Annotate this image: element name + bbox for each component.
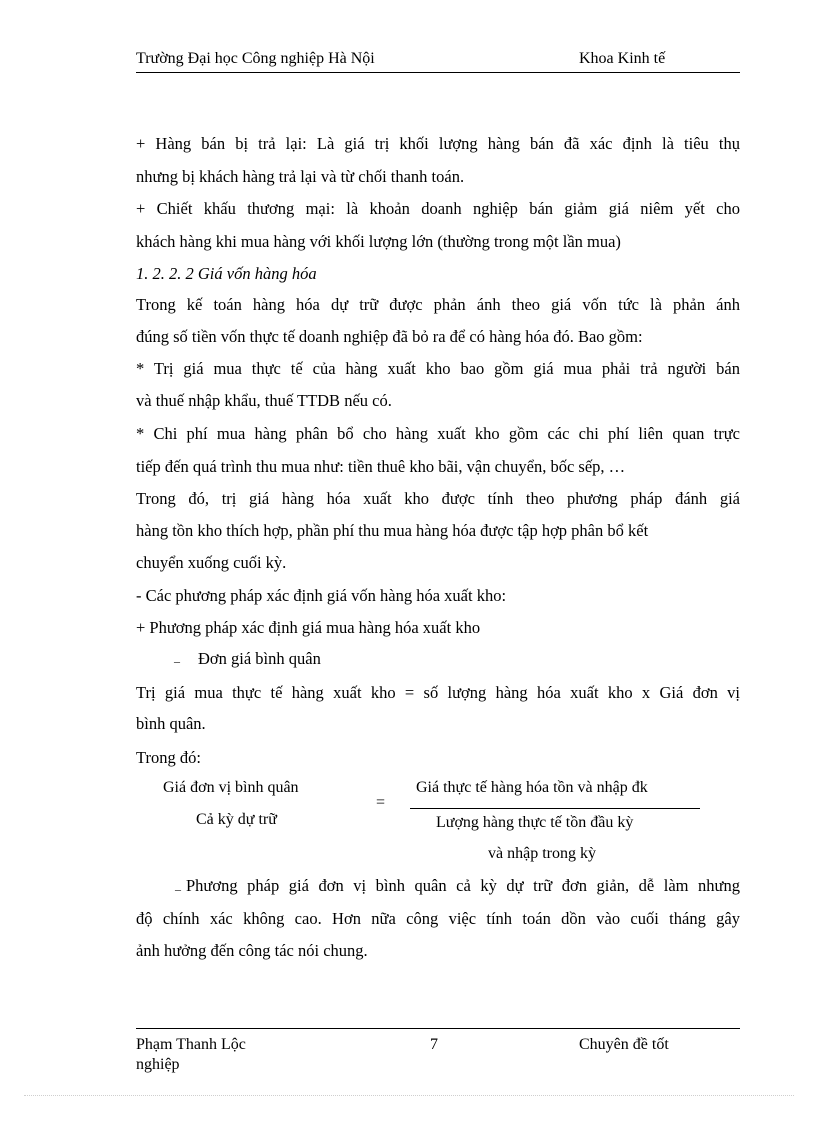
formula-lhs: Giá đơn vị bình quân [163, 779, 299, 796]
body-line: và thuế nhập khẩu, thuế TTDB nếu có. [136, 391, 392, 410]
body-line: hàng tồn kho thích hợp, phần phí thu mua hàng hóa được tập hợp phân bổ kết [136, 521, 649, 540]
formula-lhs: Cả kỳ dự trữ [196, 811, 277, 828]
page-header [136, 50, 740, 73]
body-line: Phương pháp giá đơn vị bình quân cả kỳ dự trữ đơn giản, dễ làm nhưng [186, 876, 740, 895]
body-line: + Phương pháp xác định giá mua hàng hóa xuất kho [136, 618, 481, 637]
body-line: khách hàng khi mua hàng với khối lượng lớn (thường trong một lần mua) [136, 232, 621, 251]
bullet-dash: – [174, 654, 180, 668]
body-line: - Các phương pháp xác định giá vốn hàng hóa xuất kho: [136, 586, 507, 605]
bullet-dash: – [175, 882, 181, 896]
bullet-item: Đơn giá bình quân [198, 649, 321, 668]
footer-author: Phạm Thanh Lộc [136, 1036, 246, 1053]
body-line: chuyển xuống cuối kỳ. [136, 553, 287, 572]
body-line: Trong đó: [136, 748, 201, 767]
body-line: nhưng bị khách hàng trả lại và từ chối thanh toán. [136, 167, 465, 186]
body-line: * Chi phí mua hàng phân bổ cho hàng xuất kho gồm các chi phí liên quan trực [136, 424, 740, 443]
body-line: + Hàng bán bị trả lại: Là giá trị khối lượng hàng bán đã xác định là tiêu thụ [136, 134, 740, 153]
page-break-divider [24, 1095, 794, 1096]
body-line: * Trị giá mua thực tế của hàng xuất kho bao gồm giá mua phải trả người bán [136, 359, 740, 378]
footer-title-wrap: nghiệp [136, 1056, 180, 1073]
body-line: + Chiết khấu thương mại: là khoản doanh nghiệp bán giảm giá niêm yết cho [136, 199, 740, 218]
fraction-bar [410, 808, 700, 809]
formula-numerator: Giá thực tế hàng hóa tồn và nhập đk [416, 779, 648, 796]
page-number: 7 [430, 1036, 438, 1053]
header-school: Trường Đại học Công nghiệp Hà Nội [136, 50, 375, 67]
body-line: đúng số tiền vốn thực tế doanh nghiệp đã bỏ ra để có hàng hóa đó. Bao gồm: [136, 327, 643, 346]
body-line: tiếp đến quá trình thu mua như: tiền thuê kho bãi, vận chuyển, bốc sếp, … [136, 457, 626, 476]
formula-denominator: và nhập trong kỳ [488, 845, 596, 862]
footer-title: Chuyên đề tốt [579, 1036, 669, 1053]
body-line: Trong đó, trị giá hàng hóa xuất kho được tính theo phương pháp đánh giá [136, 489, 740, 508]
body-line: Trong kế toán hàng hóa dự trữ được phản ánh theo giá vốn tức là phản ánh [136, 295, 740, 314]
section-heading: 1. 2. 2. 2 Giá vốn hàng hóa [136, 264, 317, 283]
body-line: ảnh hưởng đến công tác nói chung. [136, 941, 368, 960]
formula-equals: = [376, 794, 386, 811]
body-line: bình quân. [136, 714, 206, 733]
formula-denominator: Lượng hàng thực tế tồn đầu kỳ [436, 814, 634, 831]
body-line: Trị giá mua thực tế hàng xuất kho = số lượng hàng hóa xuất kho x Giá đơn vị [136, 683, 740, 702]
page-footer [136, 1028, 740, 1073]
body-line: độ chính xác không cao. Hơn nữa công việc tính toán dồn vào cuối tháng gây [136, 909, 740, 928]
header-faculty: Khoa Kinh tế [579, 50, 666, 67]
